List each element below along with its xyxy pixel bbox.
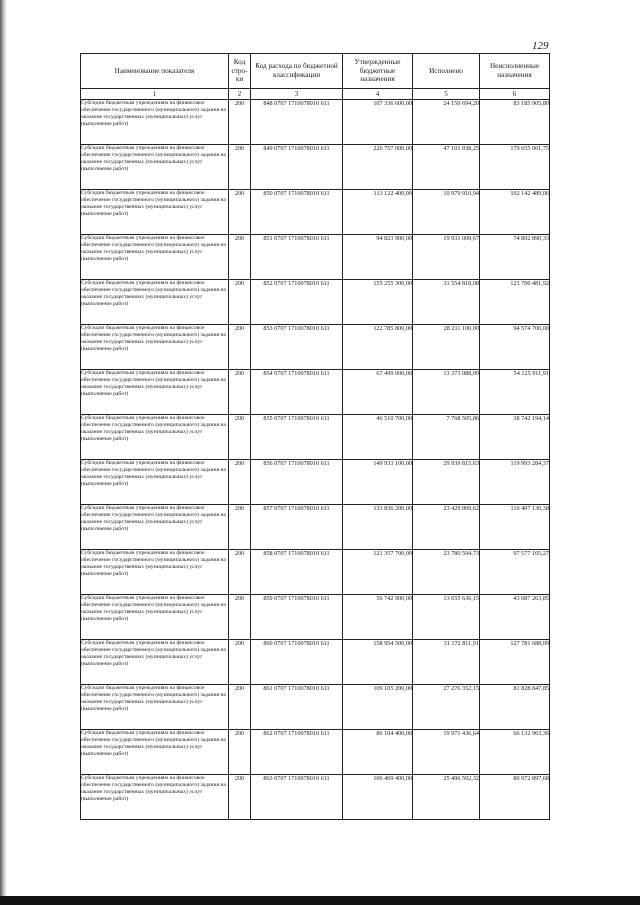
column-number: 3 (251, 89, 343, 100)
unexecuted-amount-cell: 80 972 897,68 (480, 775, 550, 820)
executed-amount-cell: 27 276 352,15 (413, 685, 480, 730)
header-line-code: Код стро-ки (229, 54, 251, 89)
approved-amount-cell: 158 954 500,00 (343, 640, 413, 685)
table-row (81, 730, 550, 775)
expense-code-cell: 848 0707 1710078010 611 (251, 100, 343, 145)
table-row (81, 640, 550, 685)
expense-code-cell: 850 0707 1710078010 611 (251, 190, 343, 235)
table-row (81, 370, 550, 415)
unexecuted-amount-cell: 127 781 688,09 (480, 640, 550, 685)
approved-amount-cell: 121 357 700,00 (343, 550, 413, 595)
indicator-name-cell: Субсидии бюджетным учреждениям на финансовое обеспечение государственного (муниципального) задания на оказание государственных (муниципальных) услуг (выполнение работ) (81, 595, 229, 640)
column-number: 6 (480, 89, 550, 100)
unexecuted-amount-cell: 43 087 263,85 (480, 595, 550, 640)
expense-code-cell: 851 0707 1710078010 611 (251, 235, 343, 280)
approved-amount-cell: 86 104 400,00 (343, 730, 413, 775)
line-code-cell: 200 (229, 685, 251, 730)
executed-amount-cell: 29 939 815,63 (413, 460, 480, 505)
column-number: 2 (229, 89, 251, 100)
indicator-name-cell: Субсидии бюджетным учреждениям на финансовое обеспечение государственного (муниципального) задания на оказание государственных (муниципальных) услуг (выполнение работ) (81, 370, 229, 415)
expense-code-cell: 860 0707 1710078010 611 (251, 640, 343, 685)
indicator-name-cell: Субсидии бюджетным учреждениям на финансовое обеспечение государственного (муниципального) задания на оказание государственных (муниципальных) услуг (выполнение работ) (81, 640, 229, 685)
executed-amount-cell: 19 931 009,67 (413, 235, 480, 280)
line-code-cell: 200 (229, 595, 251, 640)
table-row (81, 235, 550, 280)
approved-amount-cell: 149 933 100,00 (343, 460, 413, 505)
unexecuted-amount-cell: 94 574 700,00 (480, 325, 550, 370)
approved-amount-cell: 56 742 900,00 (343, 595, 413, 640)
header-executed: Исполнено (413, 54, 480, 89)
approved-amount-cell: 94 823 900,00 (343, 235, 413, 280)
table-row (81, 190, 550, 235)
scan-edge-left (0, 0, 7, 905)
expense-code-cell: 854 0707 1710078010 611 (251, 370, 343, 415)
column-number-row (81, 89, 550, 100)
indicator-name-cell: Субсидии бюджетным учреждениям на финансовое обеспечение государственного (муниципального) задания на оказание государственных (муниципальных) услуг (выполнение работ) (81, 190, 229, 235)
column-number: 5 (413, 89, 480, 100)
table-row (81, 505, 550, 550)
executed-amount-cell: 10 979 910,94 (413, 190, 480, 235)
expense-code-cell: 863 0707 1710078010 611 (251, 775, 343, 820)
indicator-name-cell: Субсидии бюджетным учреждениям на финансовое обеспечение государственного (муниципального) задания на оказание государственных (муниципальных) услуг (выполнение работ) (81, 775, 229, 820)
expense-code-cell: 858 0707 1710078010 611 (251, 550, 343, 595)
expense-code-cell: 852 0707 1710078010 611 (251, 280, 343, 325)
table-row (81, 550, 550, 595)
table-row (81, 325, 550, 370)
line-code-cell: 200 (229, 280, 251, 325)
approved-amount-cell: 107 336 600,00 (343, 100, 413, 145)
unexecuted-amount-cell: 81 828 847,85 (480, 685, 550, 730)
line-code-cell: 200 (229, 460, 251, 505)
indicator-name-cell: Субсидии бюджетным учреждениям на финансовое обеспечение государственного (муниципального) задания на оказание государственных (муниципальных) услуг (выполнение работ) (81, 415, 229, 460)
executed-amount-cell: 47 101 938,25 (413, 145, 480, 190)
line-code-cell: 200 (229, 145, 251, 190)
indicator-name-cell: Субсидии бюджетным учреждениям на финансовое обеспечение государственного (муниципального) задания на оказание государственных (муниципальных) услуг (выполнение работ) (81, 325, 229, 370)
indicator-name-cell: Субсидии бюджетным учреждениям на финансовое обеспечение государственного (муниципального) задания на оказание государственных (муниципальных) услуг (выполнение работ) (81, 730, 229, 775)
approved-amount-cell: 133 836 200,00 (343, 505, 413, 550)
header-unexecuted: Неисполненные назначения (480, 54, 550, 89)
expense-code-cell: 853 0707 1710078010 611 (251, 325, 343, 370)
indicator-name-cell: Субсидии бюджетным учреждениям на финансовое обеспечение государственного (муниципального) задания на оказание государственных (муниципальных) услуг (выполнение работ) (81, 145, 229, 190)
indicator-name-cell: Субсидии бюджетным учреждениям на финансовое обеспечение государственного (муниципального) задания на оказание государственных (муниципальных) услуг (выполнение работ) (81, 235, 229, 280)
indicator-name-cell: Субсидии бюджетным учреждениям на финансовое обеспечение государственного (муниципального) задания на оказание государственных (муниципальных) услуг (выполнение работ) (81, 100, 229, 145)
header-expense-code: Код расхода по бюджетной классификации (251, 54, 343, 89)
approved-amount-cell: 113 122 400,00 (343, 190, 413, 235)
table-row (81, 280, 550, 325)
indicator-name-cell: Субсидии бюджетным учреждениям на финансовое обеспечение государственного (муниципального) задания на оказание государственных (муниципальных) услуг (выполнение работ) (81, 685, 229, 730)
unexecuted-amount-cell: 119 993 284,37 (480, 460, 550, 505)
table-header-row (81, 54, 550, 89)
executed-amount-cell: 19 971 436,64 (413, 730, 480, 775)
expense-code-cell: 857 0707 1710078010 611 (251, 505, 343, 550)
unexecuted-amount-cell: 97 577 105,27 (480, 550, 550, 595)
approved-amount-cell: 106 469 400,00 (343, 775, 413, 820)
table-row (81, 145, 550, 190)
column-number: 4 (343, 89, 413, 100)
line-code-cell: 200 (229, 370, 251, 415)
unexecuted-amount-cell: 179 655 061,75 (480, 145, 550, 190)
approved-amount-cell: 122 785 800,00 (343, 325, 413, 370)
executed-amount-cell: 31 554 818,08 (413, 280, 480, 325)
unexecuted-amount-cell: 110 407 130,38 (480, 505, 550, 550)
executed-amount-cell: 23 780 594,73 (413, 550, 480, 595)
line-code-cell: 200 (229, 550, 251, 595)
page-number: 129 (532, 40, 549, 52)
line-code-cell: 200 (229, 190, 251, 235)
unexecuted-amount-cell: 123 700 481,92 (480, 280, 550, 325)
indicator-name-cell: Субсидии бюджетным учреждениям на финансовое обеспечение государственного (муниципального) задания на оказание государственных (муниципальных) услуг (выполнение работ) (81, 460, 229, 505)
header-indicator-name: Наименование показателя (81, 54, 229, 89)
executed-amount-cell: 24 150 694,20 (413, 100, 480, 145)
table-row (81, 460, 550, 505)
line-code-cell: 200 (229, 325, 251, 370)
approved-amount-cell: 155 255 300,00 (343, 280, 413, 325)
header-approved: Утвержденные бюджетные назначения (343, 54, 413, 89)
unexecuted-amount-cell: 74 892 890,33 (480, 235, 550, 280)
executed-amount-cell: 25 496 502,32 (413, 775, 480, 820)
table-body (81, 100, 550, 820)
budget-execution-table (80, 53, 550, 820)
unexecuted-amount-cell: 54 125 911,91 (480, 370, 550, 415)
indicator-name-cell: Субсидии бюджетным учреждениям на финансовое обеспечение государственного (муниципального) задания на оказание государственных (муниципальных) услуг (выполнение работ) (81, 550, 229, 595)
line-code-cell: 200 (229, 415, 251, 460)
scan-border-bottom (0, 896, 640, 905)
expense-code-cell: 862 0707 1710078010 611 (251, 730, 343, 775)
table-row (81, 100, 550, 145)
line-code-cell: 200 (229, 100, 251, 145)
line-code-cell: 200 (229, 640, 251, 685)
approved-amount-cell: 226 757 000,00 (343, 145, 413, 190)
indicator-name-cell: Субсидии бюджетным учреждениям на финансовое обеспечение государственного (муниципального) задания на оказание государственных (муниципальных) услуг (выполнение работ) (81, 280, 229, 325)
executed-amount-cell: 28 211 100,00 (413, 325, 480, 370)
executed-amount-cell: 7 768 505,86 (413, 415, 480, 460)
expense-code-cell: 861 0707 1710078010 611 (251, 685, 343, 730)
line-code-cell: 200 (229, 235, 251, 280)
expense-code-cell: 849 0707 1710078010 611 (251, 145, 343, 190)
executed-amount-cell: 13 655 636,15 (413, 595, 480, 640)
unexecuted-amount-cell: 38 742 194,14 (480, 415, 550, 460)
executed-amount-cell: 23 429 069,62 (413, 505, 480, 550)
unexecuted-amount-cell: 66 132 963,36 (480, 730, 550, 775)
approved-amount-cell: 67 499 000,00 (343, 370, 413, 415)
unexecuted-amount-cell: 102 142 489,06 (480, 190, 550, 235)
table-row (81, 415, 550, 460)
expense-code-cell: 856 0707 1710078010 611 (251, 460, 343, 505)
line-code-cell: 200 (229, 505, 251, 550)
expense-code-cell: 859 0707 1710078010 611 (251, 595, 343, 640)
expense-code-cell: 855 0707 1710078010 611 (251, 415, 343, 460)
unexecuted-amount-cell: 83 185 905,80 (480, 100, 550, 145)
line-code-cell: 200 (229, 730, 251, 775)
approved-amount-cell: 46 510 700,00 (343, 415, 413, 460)
approved-amount-cell: 109 105 200,00 (343, 685, 413, 730)
table-row (81, 685, 550, 730)
table-row (81, 775, 550, 820)
executed-amount-cell: 13 373 088,09 (413, 370, 480, 415)
indicator-name-cell: Субсидии бюджетным учреждениям на финансовое обеспечение государственного (муниципального) задания на оказание государственных (муниципальных) услуг (выполнение работ) (81, 505, 229, 550)
column-number: 1 (81, 89, 229, 100)
executed-amount-cell: 31 172 811,91 (413, 640, 480, 685)
table-row (81, 595, 550, 640)
line-code-cell: 200 (229, 775, 251, 820)
